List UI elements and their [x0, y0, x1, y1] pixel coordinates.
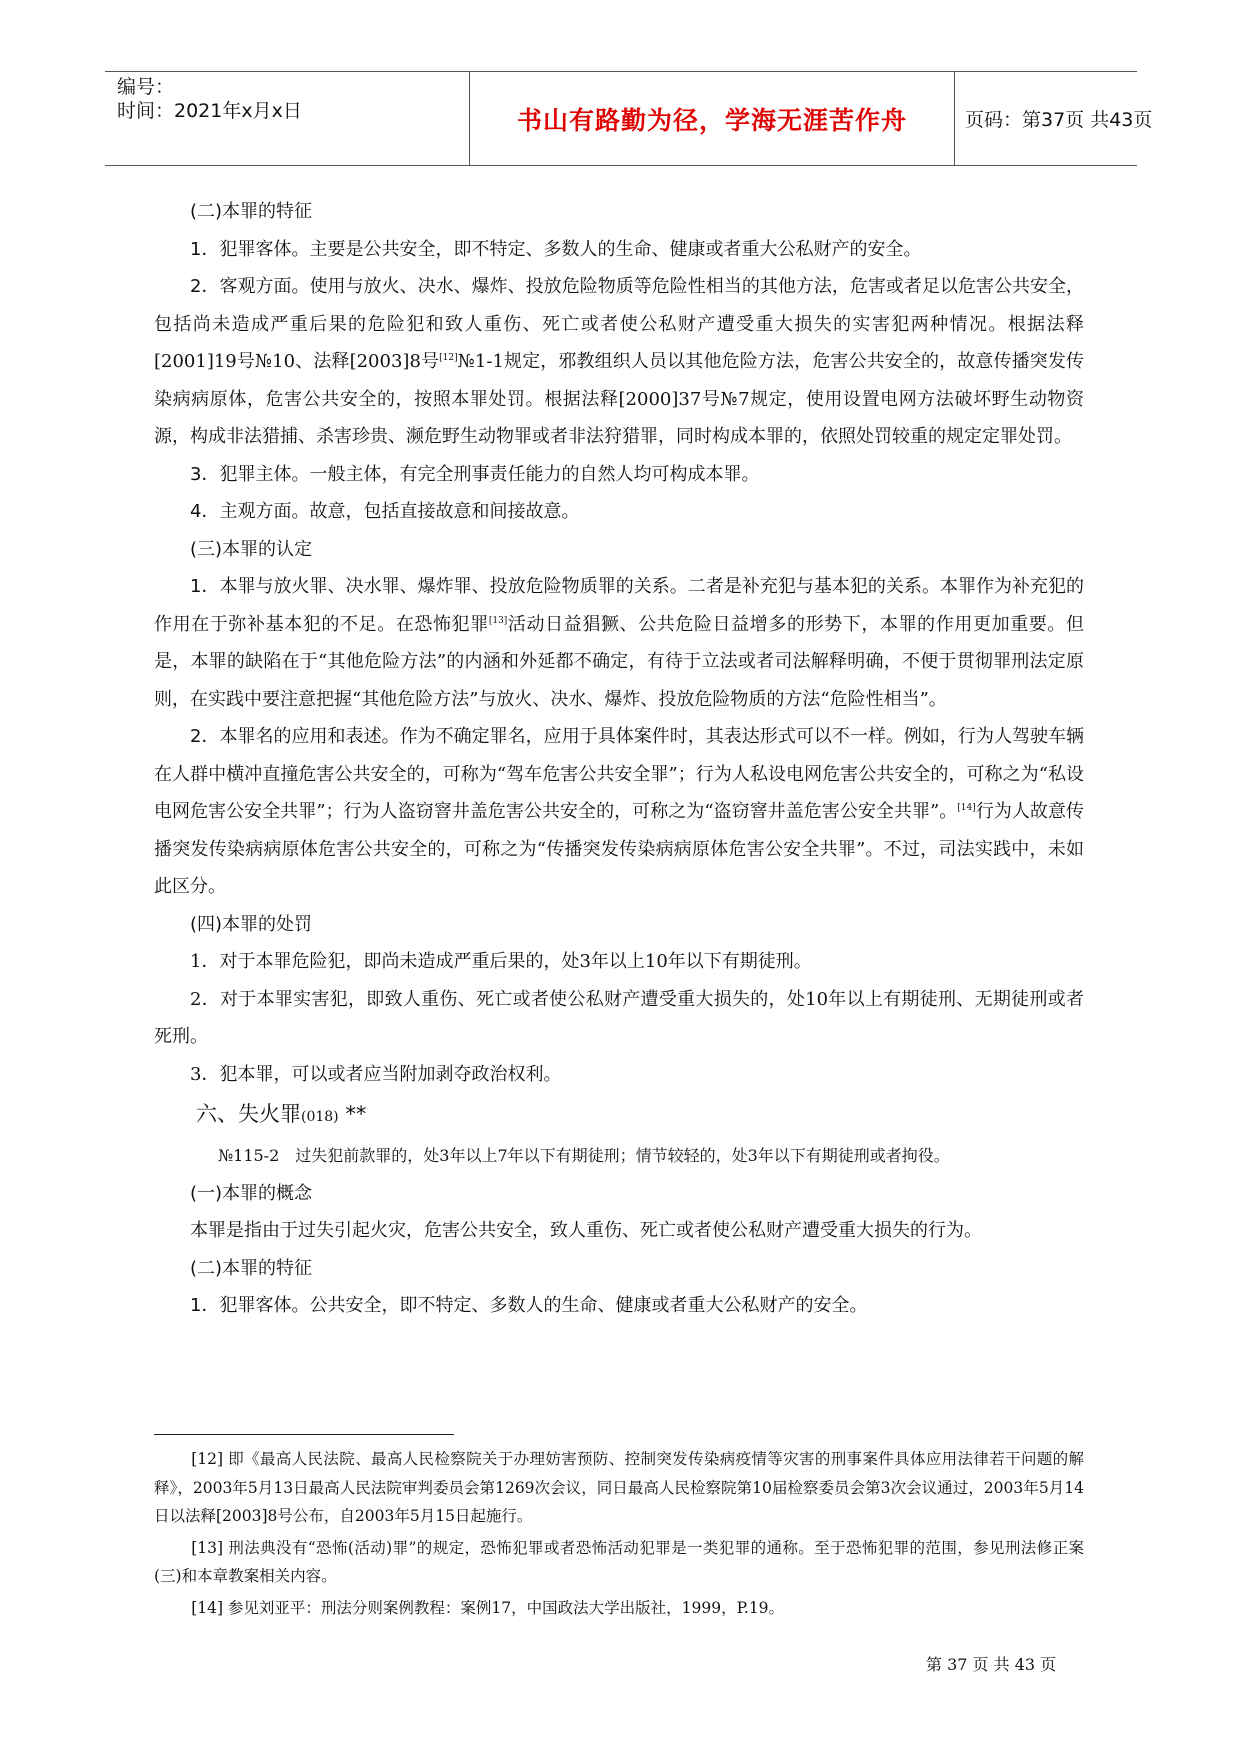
paragraph: 1．本罪与放火罪、决水罪、爆炸罪、投放危险物质罪的关系。二者是补充犯与基本犯的关系。本罪作为补充犯的作用在于弥补基本犯的不足。在恐怖犯罪[13]活动日益猖獗、公共危险日益增多的形势下，本罪的作用更加重要。但是，本罪的缺陷在于“其他危险方法”的内涵和外延都不确定，有待于立法或者司法解释明确，不便于贯彻罪刑法定原则，在实践中要注意把握“其他危险方法”与放火、决水、爆炸、投放危险物质的方法“危险性相当”。	[154, 576, 1085, 710]
chapter-title: 六、失火罪	[196, 1102, 301, 1126]
chapter-heading	[154, 1096, 1084, 1137]
header-meta	[117, 72, 467, 165]
paragraph: 3．犯罪主体。一般主体，有完全刑事责任能力的自然人均可构成本罪。	[190, 463, 760, 485]
footnote-ref[interactable]: [14]	[957, 803, 976, 813]
item-title: 1．犯罪客体	[190, 238, 292, 260]
paragraph: 2．客观方面。使用与放火、决水、爆炸、投放危险物质等危险性相当的其他方法，危害或者足以危害公共安全，包括尚未造成严重后果的危险犯和致人重伤、死亡或者使公私财产遭受重大损失的实害犯两种情况。根据法释[2001]19号№10、法释[2003]8号[12]№1-1规定，邪教组织人员以其他危险方法，危害公共安全的，故意传播突发传染病病原体，危害公共安全的，按照本罪处罚。根据法释[2000]37号№7规定，使用设置电网方法破坏野生动物资源，构成非法猎捕、杀害珍贵、濒危野生动物罪或者非法狩猎罪，同时构成本罪的，依照处罚较重的规定定罪处罚。	[154, 276, 1085, 447]
item-title: 1．犯罪客体	[190, 1295, 292, 1316]
motto: 书山有路勤为径，学海无涯苦作舟	[516, 105, 907, 135]
page-number-label: 页码：第37页 共43页	[965, 109, 1153, 131]
page-header	[105, 71, 1153, 166]
section-heading: (二)本罪的特征	[190, 1257, 313, 1279]
footnote-separator	[154, 1434, 454, 1435]
paragraph: 1．犯罪客体。公共安全，即不特定、多数人的生命、健康或者重大公私财产的安全。	[190, 1295, 868, 1316]
paragraph: 1．犯罪客体。主要是公共安全，即不特定、多数人的生命、健康或者重大公私财产的安全。	[190, 238, 922, 260]
section-heading: (三)本罪的认定	[190, 538, 313, 560]
importance-stars: **	[338, 1102, 367, 1126]
document-body	[154, 193, 1084, 1325]
section-heading: (二)本罪的特征	[190, 201, 313, 222]
footnote-12: [12] 即《最高人民法院、最高人民检察院关于办理妨害预防、控制突发传染病疫情等灾害的刑事案件具体应用法律若干问题的解释》，2003年5月13日最高人民法院审判委员会第1269次会议，同日最高人民检察院第10届检察委员会第3次会议通过，2003年5月14日以法释[2003]8号公布，自2003年5月15日起施行。	[154, 1450, 1084, 1525]
item-title: 2．本罪名的应用和表述	[190, 726, 382, 747]
paragraph: 3．犯本罪，可以或者应当附加剥夺政治权利。	[190, 1063, 562, 1085]
item-title: 1．本罪与放火罪、决水罪、爆炸罪、投放危险物质罪的关系	[190, 576, 670, 597]
crime-code: (018)	[301, 1109, 339, 1125]
emphasis: 危险性相当	[651, 276, 742, 297]
footnote-14: [14] 参见刘亚平：刑法分则案例教程：案例17，中国政法大学出版社，1999，P.19。	[191, 1598, 785, 1617]
paragraph: 2．对于本罪实害犯，即致人重伤、死亡或者使公私财产遭受重大损失的，处10年以上有期徒刑、无期徒刑或者死刑。	[154, 988, 1084, 1047]
motto-cell	[469, 72, 955, 165]
page-footer: 第 37 页 共 43 页	[926, 1655, 1057, 1674]
item-title: 4．主观方面	[190, 501, 292, 522]
footnote-ref[interactable]: [12]	[439, 353, 458, 363]
paragraph: 本罪是指由于过失引起火灾，危害公共安全，致人重伤、死亡或者使公私财产遭受重大损失的行为。	[190, 1220, 982, 1241]
paragraph: 1．对于本罪危险犯，即尚未造成严重后果的，处3年以上10年以下有期徒刑。	[190, 951, 812, 972]
serial-label: 编号：	[117, 76, 175, 98]
footnote-ref[interactable]: [13]	[488, 615, 508, 626]
paragraph: 2．本罪名的应用和表述。作为不确定罪名，应用于具体案件时，其表达形式可以不一样。例如，行为人驾驶车辆在人群中横冲直撞危害公共安全的，可称为“驾车危害公共安全罪”；行为人私设电网危害公共安全的，可称之为“私设电网危害公安全共罪”；行为人盗窃窨井盖危害公共安全的，可称之为“盗窃窨井盖危害公安全共罪”。[14]行为人故意传播突发传染病病原体危害公共安全的，可称之为“传播突发传染病病原体危害公安全共罪”。不过，司法实践中，未如此区分。	[154, 726, 1085, 897]
footnote-13: [13] 刑法典没有“恐怖(活动)罪”的规定，恐怖犯罪或者恐怖活动犯罪是一类犯罪的通称。至于恐怖犯罪的范围，参见刑法修正案(三)和本章教案相关内容。	[154, 1538, 1084, 1585]
emphasis: 基本犯	[813, 576, 868, 597]
statute-quote: №115-2 过失犯前款罪的，处3年以上7年以下有期徒刑；情节较轻的，处3年以下有期徒刑或者拘役。	[218, 1145, 950, 1165]
time-label: 时间：2021年x月x日	[117, 100, 302, 122]
item-title: 2．客观方面	[190, 276, 292, 297]
footnotes	[154, 1445, 1084, 1625]
item-title: 3．犯罪主体	[190, 463, 292, 485]
section-heading: (四)本罪的处罚	[190, 913, 313, 935]
section-heading: (一)本罪的概念	[190, 1182, 313, 1204]
emphasis: 补充犯	[741, 576, 796, 597]
paragraph: 4．主观方面。故意，包括直接故意和间接故意。	[190, 501, 580, 522]
